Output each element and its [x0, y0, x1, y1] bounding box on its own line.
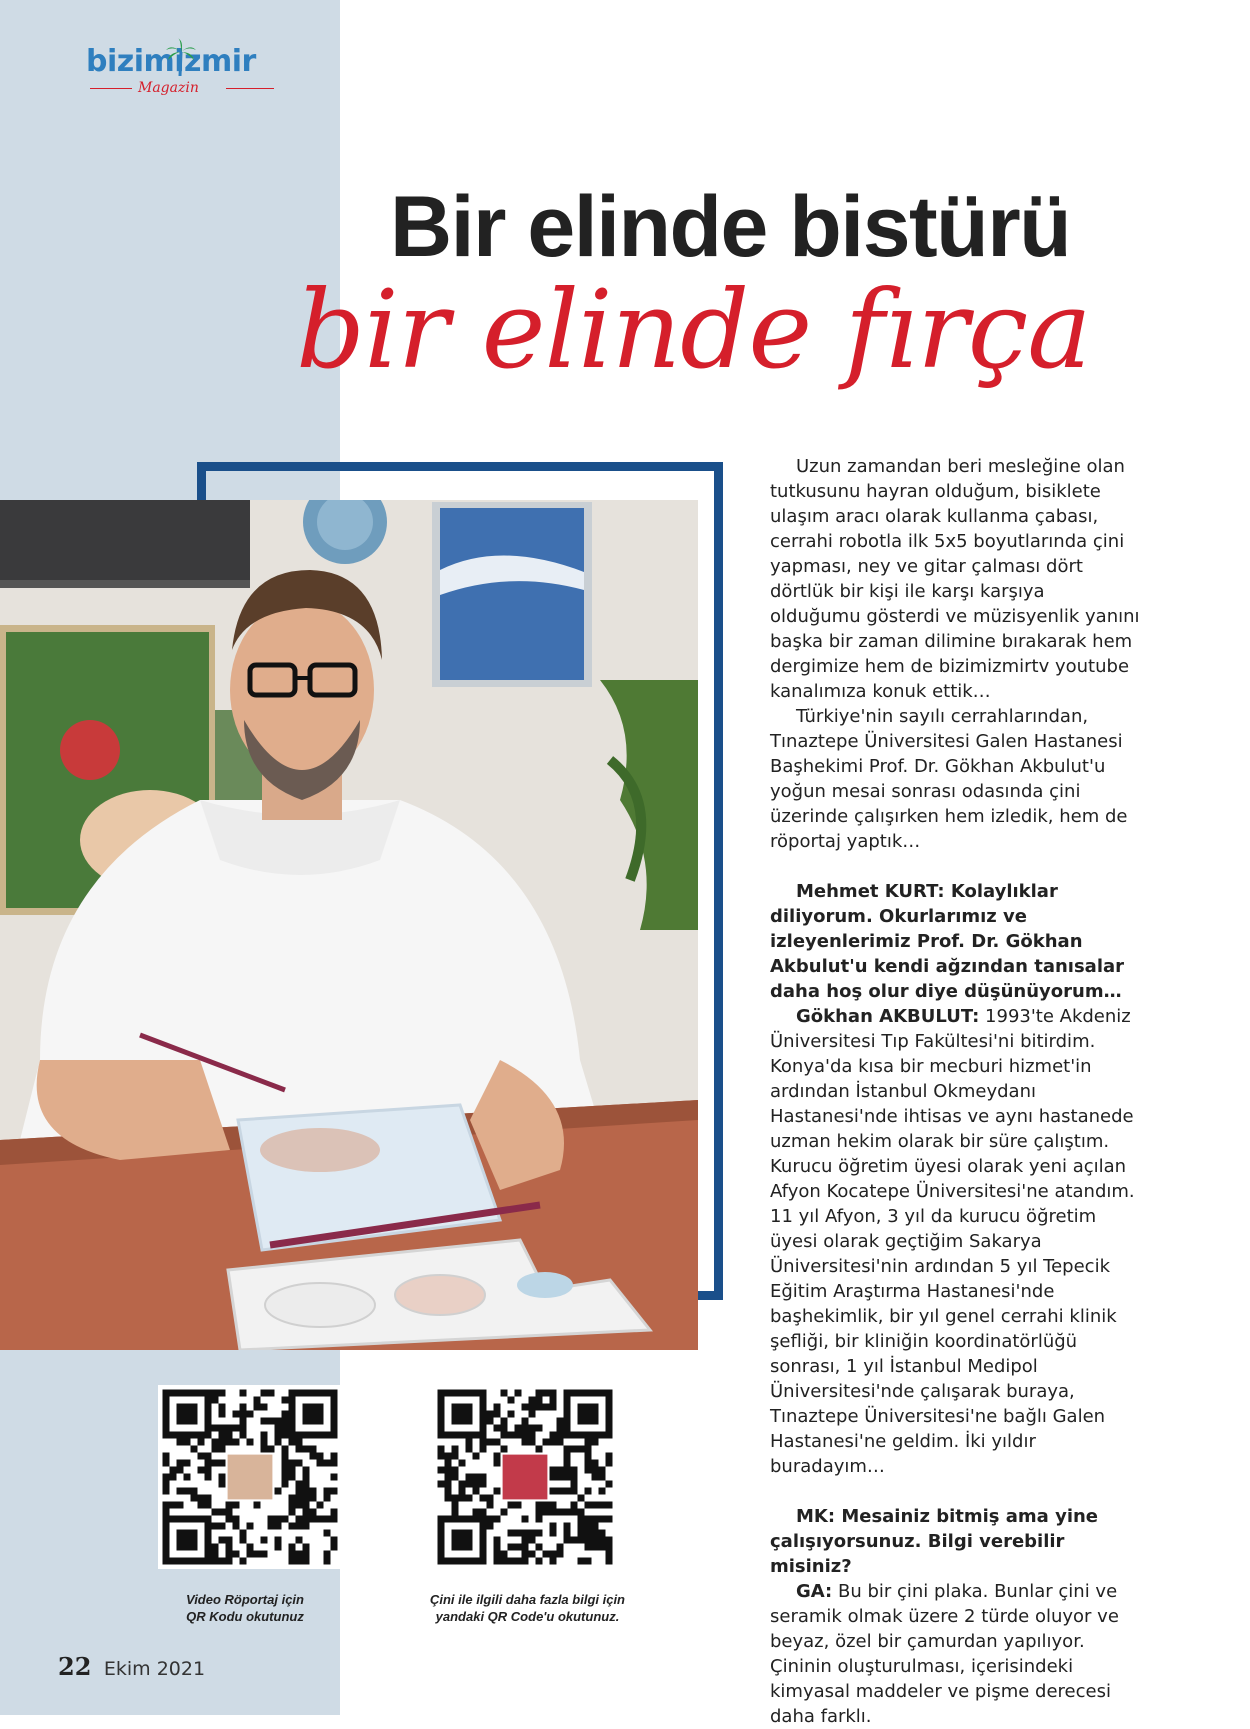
portrait-illustration [0, 500, 698, 1350]
interview-question-2: MK: Mesainiz bitmiş ama yine çalışıyorsunuz. Bilgi verebilir misiniz? [770, 1506, 1099, 1577]
qr-code-tile-info[interactable] [433, 1385, 617, 1569]
intro-paragraph-2: Türkiye'nin sayılı cerrahlarından, Tınaztepe Üniversitesi Galen Hastanesi Başhekimi Prof. Dr. Gökhan Akbulut'u yoğun mesai sonrası odasında çini üzerinde çalışırken hem izledik, hem de röportaj yaptık… [770, 706, 1128, 852]
speaker-label: GA: [796, 1581, 833, 1602]
masthead-logo[interactable] [86, 44, 286, 104]
caption-line: QR Kodu okutunuz [186, 1609, 304, 1624]
intro-paragraph-1: Uzun zamandan beri mesleğine olan tutkusunu hayran olduğum, bisiklete ulaşım aracı olarak kullanma çabası, cerrahi robotla ilk 5x5 boyutlarında çini yapması, ney ve gitar çalması dört dörtlük bir kişi ile karşı karşıya olduğumu gösterdi ve müzisyenlik yanını başka bir zaman dilimine bırakarak hem dergimize hem de bizimizmirtv youtube kanalımıza konuk ettik… [770, 456, 1140, 702]
speaker-label: Gökhan AKBULUT: [796, 1006, 980, 1027]
logo-subtitle: Magazin [138, 80, 199, 96]
interview-question-1: Mehmet KURT: Kolaylıklar diliyorum. Okurlarımız ve izleyenlerimiz Prof. Dr. Gökhan Akbulut'u kendi ağzından tanısalar daha hoş olur diye düşünüyorum… [770, 881, 1125, 1002]
interview-answer-2 [770, 1579, 1140, 1729]
qr-code-icon [158, 1385, 342, 1569]
caption-line: Çini ile ilgili daha fazla bilgi için [429, 1592, 626, 1607]
caption-line: Video Röportaj için [186, 1592, 304, 1607]
qr-code-icon [433, 1385, 617, 1569]
page-number: 22 [58, 1652, 92, 1681]
answer-text: Bu bir çini plaka. Bunlar çini ve seramik olmak üzere 2 türde oluyor ve beyaz, özel bir çamurdan yapılıyor. Çininin oluşturulması, içerisindeki kimyasal maddeler ve pişme derecesi daha farklı. [770, 1581, 1119, 1727]
logo-wordmark: bizimizmir [86, 44, 256, 79]
logo-divider-left [90, 88, 132, 89]
page-footer [58, 1652, 205, 1681]
article-title: Bir elinde bistürü [390, 179, 1071, 275]
issue-date: Ekim 2021 [103, 1658, 206, 1680]
article-subtitle: bir elinde fırça [296, 268, 1091, 393]
logo-divider-right [226, 88, 274, 89]
portrait-photo [0, 500, 698, 1350]
caption-line: yandaki QR Code'u okutunuz. [435, 1609, 620, 1624]
article-body [770, 454, 1140, 1729]
qr-code-video[interactable] [158, 1385, 342, 1569]
palm-tree-icon [166, 38, 196, 78]
qr-caption-video [150, 1591, 340, 1625]
qr-caption-tile-info [415, 1591, 640, 1625]
answer-text: 1993'te Akdeniz Üniversitesi Tıp Fakültesi'ni bitirdim. Konya'da kısa bir mecburi hizmet'in ardından İstanbul Okmeydanı Hastanesi'nde ihtisas ve aynı hastanede uzman hekim olarak bir süre çalıştım. Kurucu öğretim üyesi olarak yeni açılan Afyon Kocatepe Üniversitesi'ne atandım. 11 yıl Afyon, 3 yıl da kurucu öğretim üyesi olarak geçtiğim Sakarya Üniversitesi'nin ardından 5 yıl Tepecik Eğitim Araştırma Hastanesi'nde başhekimlik, bir yıl genel cerrahi klinik şefliği, bir kliniğin koordinatörlüğü sonrası, 1 yıl İstanbul Medipol Üniversitesi'nde çalışarak buraya, Tınaztepe Üniversitesi'ne bağlı Galen Hastanesi'ne geldim. İki yıldır buradayım… [770, 1006, 1135, 1477]
interview-answer-1 [770, 1004, 1140, 1479]
